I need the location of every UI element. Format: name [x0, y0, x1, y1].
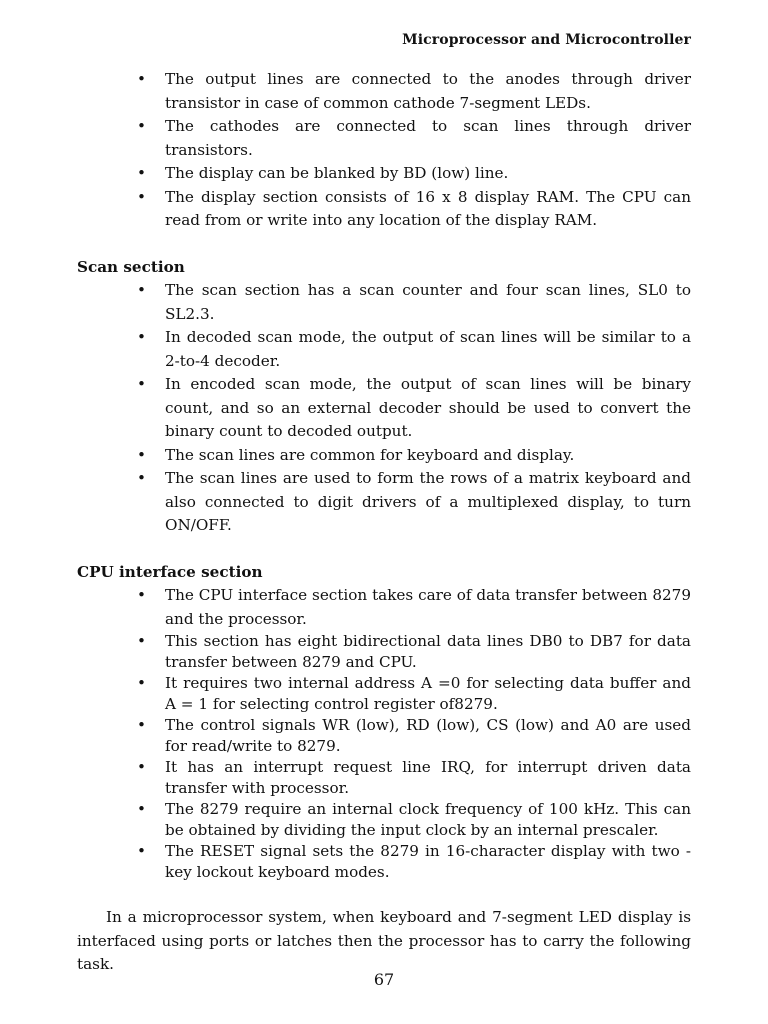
cpu-section-bullets	[77, 584, 691, 631]
scan-section-bullets	[77, 279, 691, 538]
display-section-bullets	[77, 68, 691, 233]
bullet-item: • The display section consists of 16 x 8 display RAM. The CPU can read from or write into any location of the display RAM.	[77, 186, 691, 233]
cpu-interface-section-heading: CPU interface section	[77, 562, 263, 581]
bullet-item: • The cathodes are connected to scan lines through driver transistors.	[77, 115, 691, 162]
bullet-item: • It requires two internal address A =0 for selecting data buffer and A = 1 for selecting control register of8279.	[77, 673, 691, 715]
bullet-item: • The scan lines are common for keyboard and display.	[77, 444, 691, 468]
spacer	[77, 883, 691, 906]
page-content	[77, 68, 691, 977]
bullet-item: • The scan section has a scan counter and four scan lines, SL0 to SL2.3.	[77, 279, 691, 326]
page-number: 67	[373, 970, 395, 989]
bullet-item: • The output lines are connected to the anodes through driver transistor in case of common cathode 7-segment LEDs.	[77, 68, 691, 115]
bullet-item: • In decoded scan mode, the output of scan lines will be similar to a 2-to-4 decoder.	[77, 326, 691, 373]
bullet-item: • This section has eight bidirectional data lines DB0 to DB7 for data transfer between 8279 and CPU.	[77, 631, 691, 673]
bullet-item: • The CPU interface section takes care of data transfer between 8279 and the processor.	[77, 584, 691, 631]
bullet-item: • The scan lines are used to form the rows of a matrix keyboard and also connected to digit drivers of a multiplexed display, to turn ON/OFF.	[77, 467, 691, 538]
bullet-item: • In encoded scan mode, the output of scan lines will be binary count, and so an external decoder should be used to convert the binary count to decoded output.	[77, 373, 691, 444]
spacer	[77, 538, 691, 561]
bullet-item: • The control signals WR (low), RD (low), CS (low) and A0 are used for read/write to 8279.	[77, 715, 691, 757]
closing-paragraph: In a microprocessor system, when keyboard and 7-segment LED display is interfaced using ports or latches then the processor has to carry the following task.	[77, 908, 691, 973]
running-header: Microprocessor and Microcontroller	[402, 32, 691, 48]
bullet-item: • The display can be blanked by BD (low) line.	[77, 162, 691, 186]
bullet-item: • It has an interrupt request line IRQ, for interrupt driven data transfer with processor.	[77, 757, 691, 799]
cpu-section-bullets-compact	[77, 631, 691, 883]
scan-section-heading: Scan section	[77, 257, 185, 276]
spacer	[77, 233, 691, 256]
bullet-item: • The RESET signal sets the 8279 in 16-character display with two -key lockout keyboard modes.	[77, 841, 691, 883]
bullet-item: • The 8279 require an internal clock frequency of 100 kHz. This can be obtained by dividing the input clock by an internal prescaler.	[77, 799, 691, 841]
